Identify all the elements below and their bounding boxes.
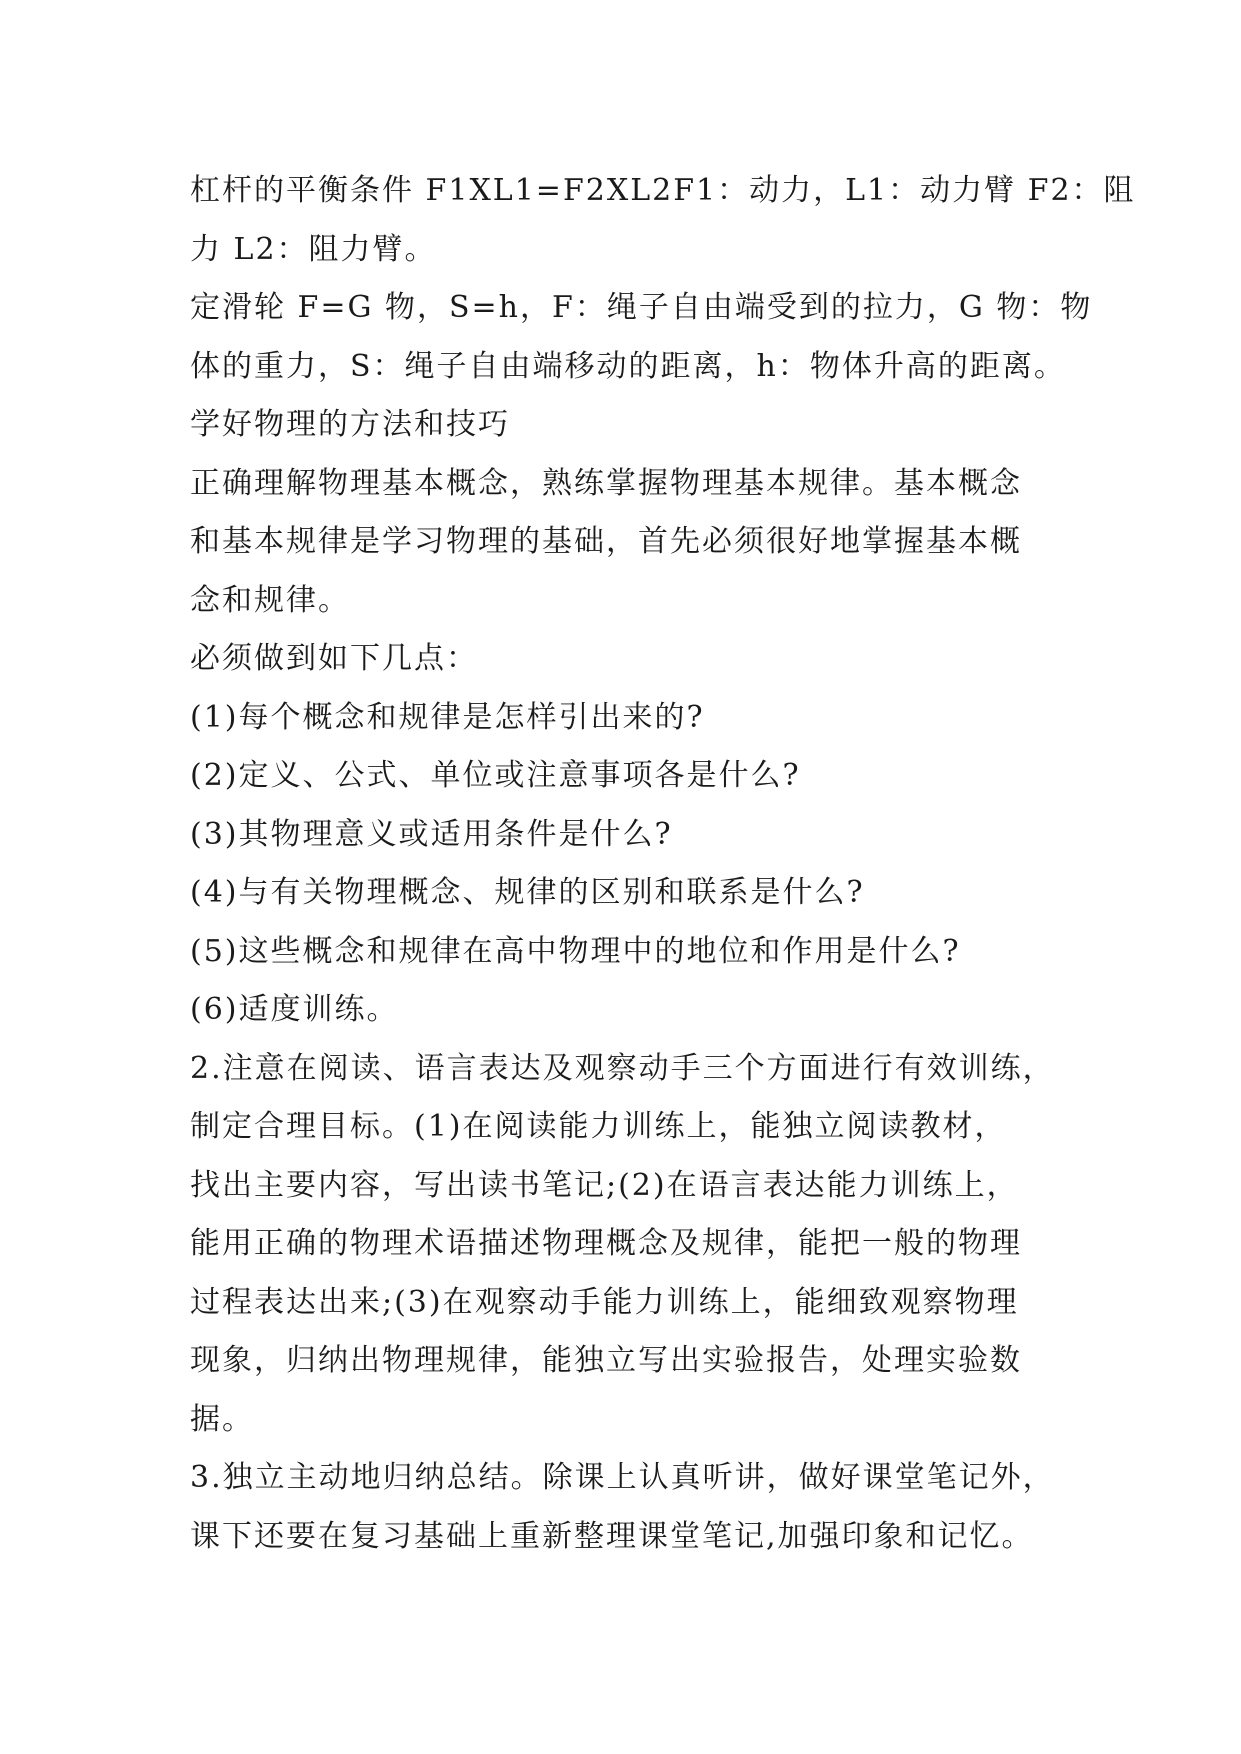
list-item: (2)定义、公式、单位或注意事项各是什么? (190, 758, 801, 793)
list-item: (6)适度训练。 (190, 992, 399, 1027)
text-line: 找出主要内容，写出读书笔记;(2)在语言表达能力训练上， (190, 1167, 1019, 1203)
text-line: 现象，归纳出物理规律，能独立写出实验报告，处理实验数 (190, 1343, 1022, 1378)
text-line: 能用正确的物理术语描述物理概念及规律，能把一般的物理 (190, 1226, 1022, 1261)
list-item: (4)与有关物理概念、规律的区别和联系是什么? (190, 875, 865, 910)
text-line: 3.独立主动地归纳总结。除课上认真听讲，做好课堂笔记外， (190, 1460, 1055, 1495)
list-item: (5)这些概念和规律在高中物理中的地位和作用是什么? (190, 933, 961, 969)
text-line: 杠杆的平衡条件 F1XL1=F2XL2F1：动力，L1：动力臂 F2：阻 (190, 173, 1136, 208)
text-line: 正确理解物理基本概念，熟练掌握物理基本规律。基本概念 (190, 465, 1022, 501)
section-heading: 学好物理的方法和技巧 (190, 407, 510, 442)
list-item: (3)其物理意义或适用条件是什么? (190, 816, 673, 852)
text-line: 定滑轮 F=G 物，S=h，F：绳子自由端受到的拉力，G 物：物 (190, 290, 1093, 325)
text-line: 课下还要在复习基础上重新整理课堂笔记,加强印象和记忆。 (190, 1518, 1034, 1554)
text-line: 2.注意在阅读、语言表达及观察动手三个方面进行有效训练， (190, 1050, 1055, 1086)
text-line: 过程表达出来;(3)在观察动手能力训练上，能细致观察物理 (190, 1284, 1019, 1320)
list-item: (1)每个概念和规律是怎样引出来的? (190, 699, 705, 735)
text-line: 据。 (190, 1401, 254, 1437)
text-line: 体的重力，S：绳子自由端移动的距离，h：物体升高的距离。 (190, 348, 1066, 384)
text-line: 制定合理目标。(1)在阅读能力训练上，能独立阅读教材， (190, 1109, 1007, 1144)
text-line: 和基本规律是学习物理的基础，首先必须很好地掌握基本概 (190, 524, 1022, 559)
text-line: 力 L2：阻力臂。 (190, 231, 437, 267)
text-line: 念和规律。 (190, 582, 350, 618)
document-body (190, 162, 1136, 1566)
text-line: 必须做到如下几点： (190, 641, 478, 676)
